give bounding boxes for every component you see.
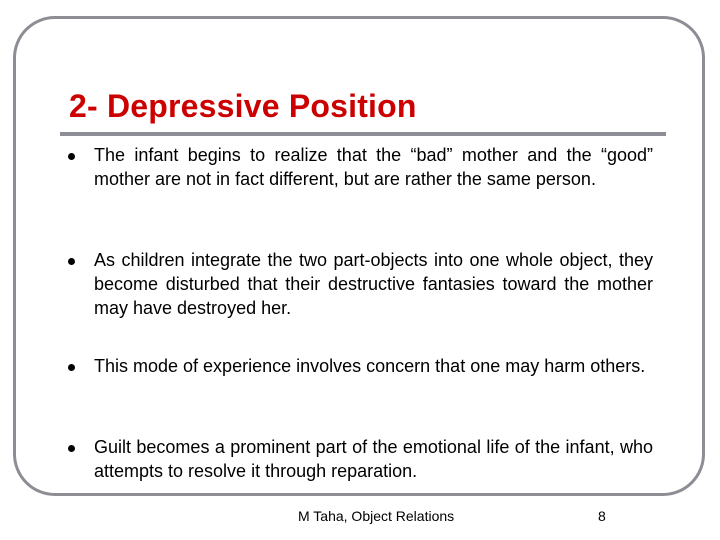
bullet-icon <box>68 445 75 452</box>
page-number: 8 <box>598 508 606 524</box>
bullet-text: The infant begins to realize that the “bad” mother and the “good” mother are not in fact different, but are rather the same person. <box>94 145 653 189</box>
footer-author: M Taha, Object Relations <box>298 508 455 524</box>
bullet-icon <box>68 153 75 160</box>
bullet-icon <box>68 258 75 265</box>
slide-title: 2- Depressive Position <box>69 88 417 124</box>
bullet-text: Guilt becomes a prominent part of the emotional life of the infant, who attempts to resolve it through reparation. <box>94 437 653 481</box>
bullet-text: This mode of experience involves concern that one may harm others. <box>94 356 646 376</box>
bullet-text: As children integrate the two part-objects into one whole object, they become disturbed that their destructive fantasies toward the mother may have destroyed her. <box>94 250 653 318</box>
bullet-icon <box>68 364 75 371</box>
